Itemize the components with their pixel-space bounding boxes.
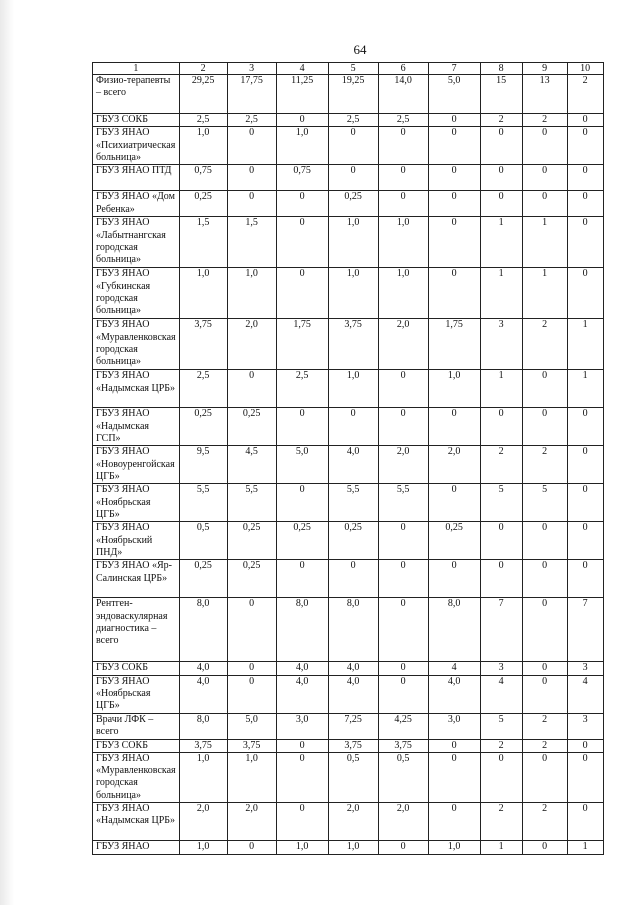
table-cell: 2,0 (428, 446, 480, 484)
table-cell: 0 (378, 560, 428, 598)
table-cell: 0 (480, 752, 522, 802)
table-cell: 2,0 (227, 319, 276, 370)
table-row (93, 75, 604, 114)
table-cell: 4 (480, 675, 522, 713)
table-cell: 4,5 (227, 446, 276, 484)
table-cell: 7 (567, 598, 603, 662)
row-label: ГБУЗ ЯНАО «Надымская ГСП» (93, 408, 180, 446)
table-row (93, 662, 604, 675)
table-row (93, 522, 604, 560)
table-cell: 0 (567, 191, 603, 217)
table-cell: 4,0 (276, 675, 328, 713)
table-cell: 2 (480, 739, 522, 752)
table-cell: 0 (428, 191, 480, 217)
table-cell: 0 (567, 522, 603, 560)
table-cell: 0 (480, 165, 522, 191)
table-cell: 3 (567, 662, 603, 675)
row-label: ГБУЗ ЯНАО «Дом Ребенка» (93, 191, 180, 217)
table-cell: 0,5 (179, 522, 227, 560)
table-cell: 8,0 (328, 598, 378, 662)
column-number-header: 7 (428, 63, 480, 75)
table-cell: 0 (428, 739, 480, 752)
table-cell: 1 (480, 268, 522, 319)
table-cell: 0 (522, 522, 567, 560)
column-number-header: 1 (93, 63, 180, 75)
row-label: ГБУЗ ЯНАО «Психиатрическая больница» (93, 127, 180, 165)
table-cell: 0 (378, 675, 428, 713)
row-label: ГБУЗ ЯНАО «Надымская ЦРБ» (93, 803, 180, 841)
row-label: ГБУЗ ЯНАО «Ноябрьская ЦГБ» (93, 484, 180, 522)
table-cell: 2 (522, 114, 567, 127)
table-cell: 5 (480, 484, 522, 522)
table-cell: 1,0 (179, 268, 227, 319)
row-label: ГБУЗ ЯНАО «Лабытнангская городская больница» (93, 217, 180, 268)
table-cell: 5,0 (428, 75, 480, 114)
table-cell: 0 (378, 598, 428, 662)
table-cell: 0 (428, 752, 480, 802)
row-label: ГБУЗ ЯНАО «Надымская ЦРБ» (93, 370, 180, 408)
table-cell: 2,0 (378, 319, 428, 370)
table-cell: 0 (428, 408, 480, 446)
table-cell: 29,25 (179, 75, 227, 114)
table-cell: 3,75 (328, 319, 378, 370)
table-cell: 0 (522, 841, 567, 855)
table-cell: 3,75 (227, 739, 276, 752)
table-cell: 1,0 (428, 841, 480, 855)
table-cell: 1,5 (227, 217, 276, 268)
table-cell: 0 (522, 191, 567, 217)
table-cell: 19,25 (328, 75, 378, 114)
table-cell: 0 (378, 662, 428, 675)
table-row (93, 803, 604, 841)
table-cell: 0 (522, 675, 567, 713)
table-cell: 3,0 (428, 713, 480, 739)
table-cell: 2 (522, 319, 567, 370)
table-cell: 0 (567, 114, 603, 127)
table-cell: 4 (567, 675, 603, 713)
table-cell: 1 (480, 370, 522, 408)
row-label: ГБУЗ ЯНАО «Новоуренгойская ЦГБ» (93, 446, 180, 484)
table-cell: 0 (227, 165, 276, 191)
page-number: 64 (353, 42, 367, 57)
table-cell: 1,0 (276, 127, 328, 165)
table-cell: 1,0 (328, 217, 378, 268)
table-cell: 0 (328, 560, 378, 598)
table-row (93, 675, 604, 713)
table-cell: 0 (567, 752, 603, 802)
table-row (93, 217, 604, 268)
table-cell: 0 (567, 268, 603, 319)
table-row (93, 560, 604, 598)
table-cell: 2,5 (179, 370, 227, 408)
table-cell: 0 (428, 268, 480, 319)
table-cell: 0 (567, 446, 603, 484)
table-cell: 1,75 (428, 319, 480, 370)
table-cell: 1,0 (179, 752, 227, 802)
row-label: ГБУЗ ЯНАО «Ноябрьская ЦГБ» (93, 675, 180, 713)
table-row (93, 484, 604, 522)
row-label: ГБУЗ СОКБ (93, 114, 180, 127)
table-cell: 1,0 (179, 841, 227, 855)
table-row (93, 752, 604, 802)
table-cell: 4,0 (179, 662, 227, 675)
row-label: ГБУЗ ЯНАО «Муравленковская городская больница» (93, 319, 180, 370)
table-row (93, 268, 604, 319)
table-cell: 1 (567, 841, 603, 855)
table-cell: 1,0 (428, 370, 480, 408)
table-cell: 0 (227, 598, 276, 662)
table-cell: 0,25 (276, 522, 328, 560)
table-cell: 5,5 (227, 484, 276, 522)
table-cell: 0 (378, 841, 428, 855)
table-cell: 0 (328, 127, 378, 165)
table-row (93, 165, 604, 191)
table-cell: 0 (428, 484, 480, 522)
table-cell: 17,75 (227, 75, 276, 114)
table-cell: 2,5 (328, 114, 378, 127)
row-label: ГБУЗ ЯНАО «Губкинская городская больница» (93, 268, 180, 319)
table-cell: 2 (567, 75, 603, 114)
table-cell: 2 (480, 446, 522, 484)
table-cell: 8,0 (179, 713, 227, 739)
staffing-table (92, 62, 604, 855)
table-cell: 7 (480, 598, 522, 662)
table-cell: 0 (522, 127, 567, 165)
table-cell: 0,75 (276, 165, 328, 191)
table-cell: 4,0 (276, 662, 328, 675)
table-cell: 0 (378, 127, 428, 165)
table-cell: 0,25 (328, 191, 378, 217)
table-cell: 0 (276, 268, 328, 319)
row-label: ГБУЗ ЯНАО «Муравленковская городская больница» (93, 752, 180, 802)
column-number-header: 6 (378, 63, 428, 75)
table-row (93, 370, 604, 408)
table-cell: 5,5 (328, 484, 378, 522)
table-cell: 0 (378, 165, 428, 191)
table-cell: 0 (428, 127, 480, 165)
table-cell: 0 (276, 752, 328, 802)
table-cell: 4,0 (179, 675, 227, 713)
table-cell: 2,5 (179, 114, 227, 127)
table-cell: 2 (522, 713, 567, 739)
table-cell: 0 (378, 522, 428, 560)
table-cell: 4,0 (428, 675, 480, 713)
table-cell: 5,5 (378, 484, 428, 522)
table-cell: 0 (428, 217, 480, 268)
table-cell: 0 (567, 484, 603, 522)
table-row (93, 446, 604, 484)
table-cell: 0 (567, 803, 603, 841)
row-label: ГБУЗ СОКБ (93, 739, 180, 752)
column-number-header: 2 (179, 63, 227, 75)
table-cell: 2 (522, 446, 567, 484)
table-cell: 0 (522, 662, 567, 675)
table-row (93, 114, 604, 127)
table-cell: 1 (567, 370, 603, 408)
table-row (93, 739, 604, 752)
table-cell: 0 (480, 191, 522, 217)
table-cell: 0 (428, 560, 480, 598)
table-cell: 0 (567, 127, 603, 165)
table-cell: 0 (522, 752, 567, 802)
row-label: Рентген-эндоваскулярная диагностика – всего (93, 598, 180, 662)
table-row (93, 841, 604, 855)
table-cell: 2 (522, 739, 567, 752)
table-cell: 0 (227, 662, 276, 675)
table-row (93, 598, 604, 662)
table-cell: 1 (567, 319, 603, 370)
table-cell: 0,25 (179, 560, 227, 598)
table-cell: 0 (276, 739, 328, 752)
table-cell: 7,25 (328, 713, 378, 739)
table-cell: 0,25 (179, 191, 227, 217)
table-cell: 1 (480, 841, 522, 855)
table-cell: 5 (522, 484, 567, 522)
table-cell: 1,0 (227, 268, 276, 319)
row-label: ГБУЗ ЯНАО ПТД (93, 165, 180, 191)
table-cell: 1,5 (179, 217, 227, 268)
table-cell: 0 (522, 560, 567, 598)
table-cell: 0 (227, 841, 276, 855)
table-cell: 0,5 (328, 752, 378, 802)
table-row (93, 713, 604, 739)
table-cell: 14,0 (378, 75, 428, 114)
table-cell: 15 (480, 75, 522, 114)
table-cell: 1 (522, 217, 567, 268)
table-cell: 4,0 (328, 662, 378, 675)
table-cell: 9,5 (179, 446, 227, 484)
column-number-header: 9 (522, 63, 567, 75)
column-number-header: 4 (276, 63, 328, 75)
table-cell: 11,25 (276, 75, 328, 114)
table-cell: 0 (276, 114, 328, 127)
table-cell: 2,0 (227, 803, 276, 841)
table-cell: 5,5 (179, 484, 227, 522)
table-cell: 3,75 (328, 739, 378, 752)
table-cell: 3 (567, 713, 603, 739)
table-cell: 0 (276, 484, 328, 522)
table-cell: 0 (567, 408, 603, 446)
table-cell: 0 (378, 191, 428, 217)
table-cell: 0 (522, 165, 567, 191)
table-cell: 0 (567, 739, 603, 752)
table-cell: 0 (328, 165, 378, 191)
row-label: ГБУЗ СОКБ (93, 662, 180, 675)
table-cell: 4,0 (328, 675, 378, 713)
table-cell: 1,0 (378, 268, 428, 319)
table-cell: 2 (522, 803, 567, 841)
table-row (93, 408, 604, 446)
row-label: ГБУЗ ЯНАО «Яр-Салинская ЦРБ» (93, 560, 180, 598)
row-label: Физио-терапевты – всего (93, 75, 180, 114)
column-number-header: 3 (227, 63, 276, 75)
table-cell: 8,0 (428, 598, 480, 662)
table-cell: 3,75 (179, 319, 227, 370)
table-cell: 0 (227, 191, 276, 217)
row-label: ГБУЗ ЯНАО (93, 841, 180, 855)
table-cell: 0,75 (179, 165, 227, 191)
table-cell: 1,75 (276, 319, 328, 370)
table-cell: 2,0 (378, 803, 428, 841)
table-cell: 0 (227, 127, 276, 165)
table-cell: 0 (276, 217, 328, 268)
table-cell: 0 (227, 370, 276, 408)
table-cell: 8,0 (276, 598, 328, 662)
table-cell: 5,0 (276, 446, 328, 484)
column-number-row (93, 63, 604, 75)
table-cell: 3 (480, 662, 522, 675)
table-cell: 0 (227, 675, 276, 713)
table-cell: 8,0 (179, 598, 227, 662)
table-cell: 0 (276, 408, 328, 446)
table-cell: 13 (522, 75, 567, 114)
table-row (93, 127, 604, 165)
table-cell: 3 (480, 319, 522, 370)
row-label: Врачи ЛФК – всего (93, 713, 180, 739)
table-cell: 1,0 (276, 841, 328, 855)
column-number-header: 5 (328, 63, 378, 75)
column-number-header: 8 (480, 63, 522, 75)
table-cell: 0 (480, 522, 522, 560)
table-cell: 3,75 (378, 739, 428, 752)
table-cell: 2,5 (378, 114, 428, 127)
table-cell: 0 (522, 408, 567, 446)
table-cell: 0 (567, 165, 603, 191)
table-cell: 1,0 (328, 370, 378, 408)
table-cell: 0 (522, 370, 567, 408)
table-cell: 2 (480, 114, 522, 127)
table-cell: 4,0 (328, 446, 378, 484)
table-cell: 5 (480, 713, 522, 739)
table-cell: 2,0 (179, 803, 227, 841)
table-cell: 1,0 (179, 127, 227, 165)
row-label: ГБУЗ ЯНАО «Ноябрьский ПНД» (93, 522, 180, 560)
table-row (93, 319, 604, 370)
table-cell: 3,75 (179, 739, 227, 752)
scan-edge-shadow (0, 0, 14, 905)
table-cell: 2,5 (227, 114, 276, 127)
table-cell: 0 (480, 408, 522, 446)
table-cell: 0,25 (227, 522, 276, 560)
table-cell: 0 (480, 127, 522, 165)
table-cell: 0 (428, 803, 480, 841)
table-row (93, 191, 604, 217)
table-cell: 0 (328, 408, 378, 446)
table-cell: 0 (428, 114, 480, 127)
table-cell: 2 (480, 803, 522, 841)
table-cell: 1 (522, 268, 567, 319)
table-cell: 0 (276, 560, 328, 598)
table-cell: 1,0 (227, 752, 276, 802)
table-cell: 0,25 (227, 560, 276, 598)
table-cell: 0 (276, 191, 328, 217)
table-cell: 0 (276, 803, 328, 841)
table-cell: 0,5 (378, 752, 428, 802)
table-cell: 0 (522, 598, 567, 662)
table-cell: 0,25 (179, 408, 227, 446)
table-cell: 2,0 (378, 446, 428, 484)
table-cell: 0 (378, 370, 428, 408)
table-cell: 0 (567, 560, 603, 598)
table-cell: 1,0 (328, 841, 378, 855)
table-cell: 0,25 (227, 408, 276, 446)
table-cell: 2,5 (276, 370, 328, 408)
table-cell: 0,25 (428, 522, 480, 560)
table-cell: 0,25 (328, 522, 378, 560)
table-cell: 0 (378, 408, 428, 446)
table-cell: 3,0 (276, 713, 328, 739)
column-number-header: 10 (567, 63, 603, 75)
table-cell: 0 (480, 560, 522, 598)
table-cell: 0 (428, 165, 480, 191)
table-cell: 2,0 (328, 803, 378, 841)
table-cell: 1 (480, 217, 522, 268)
table-cell: 1,0 (328, 268, 378, 319)
table-cell: 4 (428, 662, 480, 675)
table-cell: 0 (567, 217, 603, 268)
table-cell: 1,0 (378, 217, 428, 268)
table-cell: 4,25 (378, 713, 428, 739)
table-cell: 5,0 (227, 713, 276, 739)
